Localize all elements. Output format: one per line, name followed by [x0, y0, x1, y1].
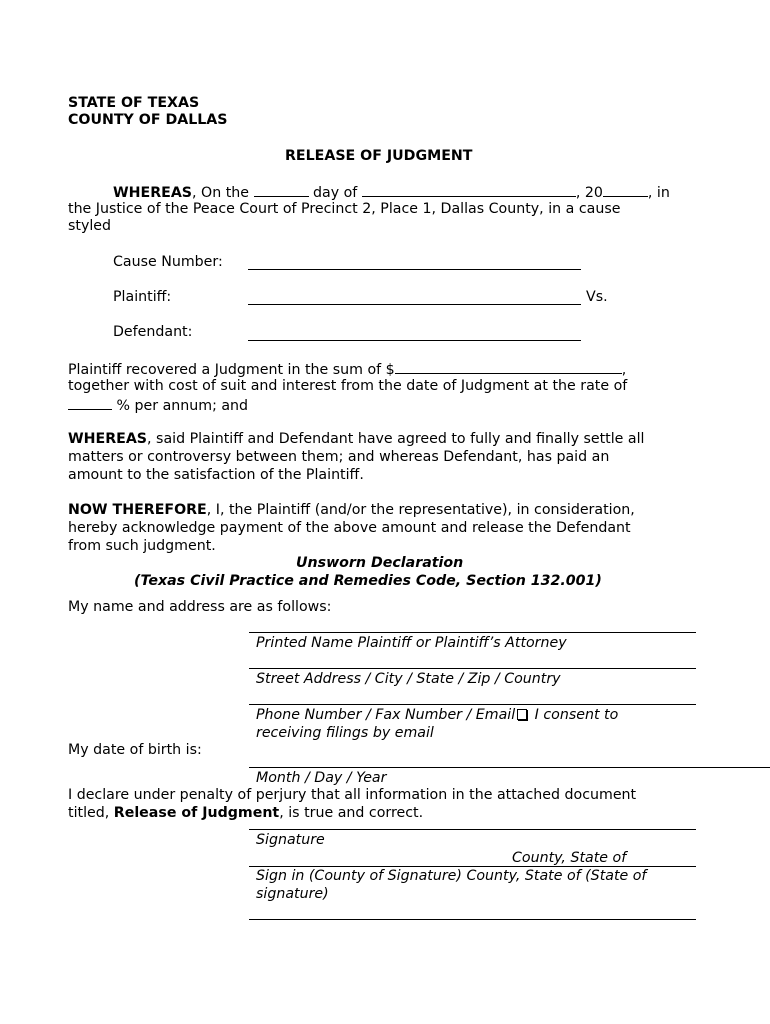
- declare-line2: [68, 804, 423, 822]
- interest-rate-blank[interactable]: [68, 395, 112, 410]
- phone-caption-line2: receiving filings by email: [256, 725, 434, 741]
- whereas2-line1: [68, 430, 645, 448]
- declare-line1: I declare under penalty of perjury that all information in the attached document: [68, 787, 637, 803]
- defendant-label: Defendant:: [113, 324, 193, 340]
- whereas2-text: , said Plaintiff and Defendant have agreed to fully and finally settle all: [147, 431, 645, 447]
- dob-line[interactable]: [249, 767, 770, 768]
- dob-caption: Month / Day / Year: [256, 770, 387, 786]
- recovery-line2: together with cost of suit and interest from the date of Judgment at the rate of: [68, 378, 628, 394]
- consent-text: I consent to: [530, 707, 619, 723]
- year-blank[interactable]: [603, 182, 648, 197]
- county-heading: COUNTY OF DALLAS: [68, 112, 228, 128]
- document-title: RELEASE OF JUDGMENT: [285, 148, 473, 164]
- vs-label: Vs.: [586, 289, 608, 305]
- now-therefore-text: , I, the Plaintiff (and/or the representative), in consideration,: [206, 502, 635, 518]
- state-heading: STATE OF TEXAS: [68, 95, 200, 111]
- declaration-subheading: (Texas Civil Practice and Remedies Code, Section 132.001): [134, 573, 602, 589]
- printed-name-caption: Printed Name Plaintiff or Plaintiff’s Attorney: [256, 635, 567, 651]
- declare-text: titled,: [68, 805, 114, 821]
- whereas-lead: WHEREAS: [113, 185, 193, 201]
- whereas-paragraph-line2: the Justice of the Peace Court of Precinct 2, Place 1, Dallas County, in a cause: [68, 201, 621, 217]
- whereas2-line3: amount to the satisfaction of the Plaintiff.: [68, 467, 364, 483]
- street-address-line[interactable]: [249, 668, 696, 669]
- cause-number-label: Cause Number:: [113, 254, 223, 270]
- whereas-text: , On the: [192, 185, 254, 201]
- sign-in-caption-line2: signature): [256, 886, 329, 902]
- now-therefore-line2: hereby acknowledge payment of the above amount and release the Defendant: [68, 520, 631, 536]
- document-title-reference: Release of Judgment: [113, 805, 280, 821]
- now-therefore-line1: [68, 501, 635, 519]
- county-state-caption: County, State of: [512, 850, 627, 866]
- recovery-text: Plaintiff recovered a Judgment in the sum of $: [68, 362, 395, 378]
- day-blank[interactable]: [254, 182, 309, 197]
- whereas-paragraph-line3: styled: [68, 218, 112, 234]
- printed-name-line[interactable]: [249, 632, 696, 633]
- whereas-text: , 20: [575, 185, 603, 201]
- phone-caption-line1: [256, 706, 618, 724]
- whereas-text: day of: [308, 185, 362, 201]
- whereas2-lead: WHEREAS: [68, 431, 148, 447]
- recovery-text: % per annum; and: [112, 398, 249, 414]
- phone-line[interactable]: [249, 704, 696, 705]
- phone-caption-text: Phone Number / Fax Number / Email: [256, 707, 516, 723]
- month-blank[interactable]: [362, 182, 576, 197]
- signature-line[interactable]: [249, 829, 696, 830]
- defendant-line[interactable]: [248, 340, 581, 341]
- final-line[interactable]: [249, 919, 696, 920]
- whereas2-line2: matters or controversy between them; and whereas Defendant, has paid an: [68, 449, 610, 465]
- whereas-text: , in: [647, 185, 670, 201]
- street-address-caption: Street Address / City / State / Zip / Country: [256, 671, 561, 687]
- judgment-amount-blank[interactable]: [395, 359, 622, 374]
- recovery-text: ,: [621, 362, 627, 378]
- cause-number-line[interactable]: [248, 269, 581, 270]
- whereas-paragraph-line1: [113, 182, 670, 202]
- now-therefore-line3: from such judgment.: [68, 538, 216, 554]
- plaintiff-label: Plaintiff:: [113, 289, 172, 305]
- recovery-line1: [68, 359, 626, 379]
- declare-text: , is true and correct.: [279, 805, 424, 821]
- recovery-line3: [68, 395, 248, 415]
- dob-label: My date of birth is:: [68, 742, 202, 758]
- name-address-intro: My name and address are as follows:: [68, 599, 332, 615]
- consent-checkbox[interactable]: [517, 709, 527, 720]
- declaration-heading: Unsworn Declaration: [296, 555, 464, 571]
- signature-caption: Signature: [256, 832, 325, 848]
- now-therefore-lead: NOW THEREFORE: [68, 502, 207, 518]
- sign-in-caption-line1: Sign in (County of Signature) County, State of (State of: [256, 868, 647, 884]
- plaintiff-line[interactable]: [248, 304, 581, 305]
